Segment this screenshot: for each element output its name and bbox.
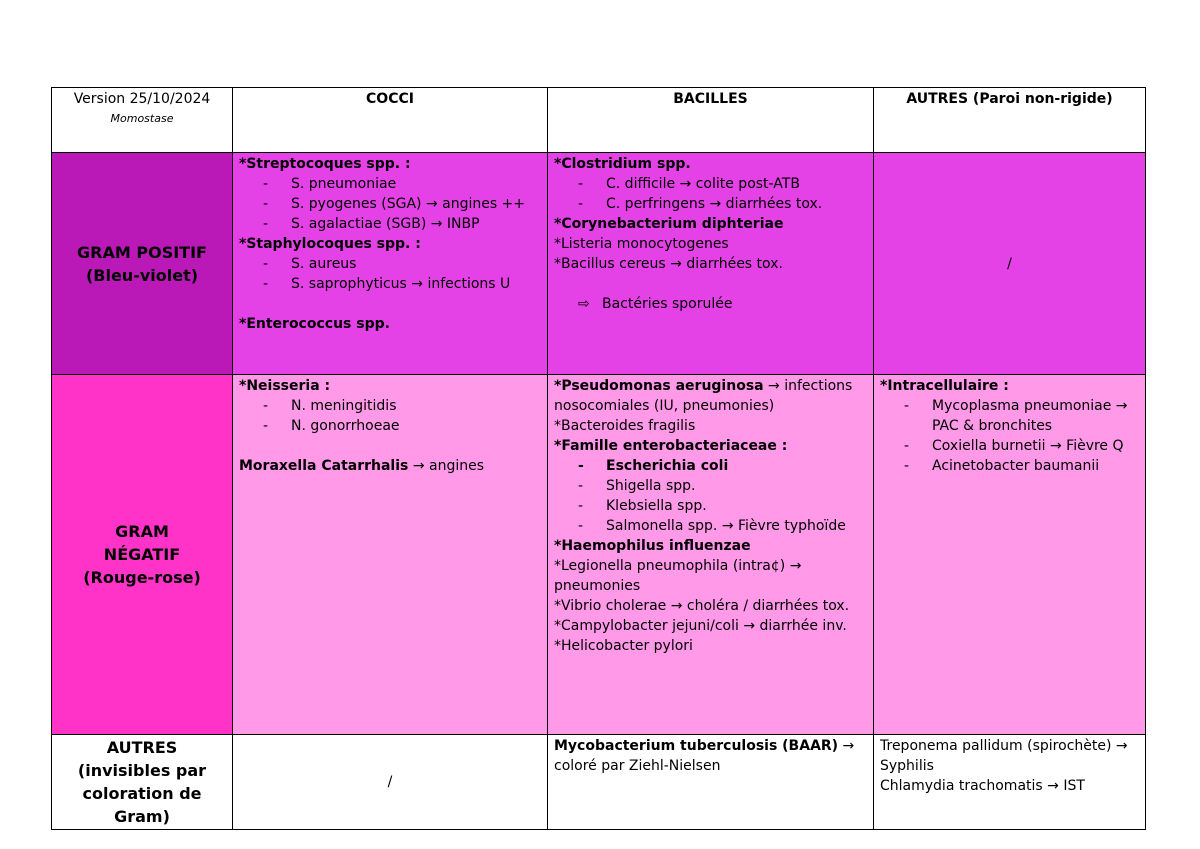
enterococcus-title: *Enterococcus spp. (239, 316, 390, 332)
arrow-icon: ⇨ (578, 296, 590, 312)
corynebacterium-line: *Corynebacterium diphteriae (554, 216, 784, 232)
bacteria-classification-table (51, 87, 1146, 830)
gram-positif-bacilles (548, 153, 874, 375)
streptocoques-title: *Streptocoques spp. : (239, 156, 411, 172)
gram-negatif-bacilles (548, 375, 874, 735)
intracellulaire-title: *Intracellulaire : (880, 378, 1009, 394)
treponema-line: Treponema pallidum (spirochète) → Syphilis (880, 738, 1128, 774)
streptocoques-list (239, 174, 541, 234)
version-cell (52, 88, 233, 153)
moraxella-line: Moraxella Catarrhalis → angines (239, 458, 485, 474)
enterobacteriaceae-list (554, 456, 867, 536)
list-item: - N. meningitidis (239, 396, 541, 416)
clostridium-list (554, 174, 867, 214)
gram-positif-label: GRAM POSITIF (Bleu-violet) (52, 153, 233, 375)
list-item: - S. pneumoniae (239, 174, 541, 194)
list-item: - S. saprophyticus → infections U (239, 274, 541, 294)
author-text: Momostase (110, 112, 174, 125)
col-header-cocci: COCCI (233, 88, 548, 153)
list-item: - N. gonorrhoeae (239, 416, 541, 436)
list-item: - Escherichia coli (554, 456, 867, 476)
autres-row (52, 735, 1146, 830)
neisseria-list (239, 396, 541, 436)
gram-negatif-autres (874, 375, 1146, 735)
version-text: Version 25/10/2024 (73, 91, 211, 107)
gram-negatif-label: GRAM NÉGATIF (Rouge-rose) (52, 375, 233, 735)
header-row (52, 88, 1146, 153)
list-item: - S. pyogenes (SGA) → angines ++ (239, 194, 541, 214)
chlamydia-line: Chlamydia trachomatis → IST (880, 778, 1085, 794)
neisseria-title: *Neisseria : (239, 378, 331, 394)
list-item: - Acinetobacter baumanii (880, 456, 1139, 476)
enterobacteriaceae-title: *Famille enterobacteriaceae : (554, 438, 788, 454)
pseudomonas-line: *Pseudomonas aeruginosa → infections nosocomiales (IU, pneumonies) (554, 378, 853, 414)
listeria-line: *Listeria monocytogenes (554, 236, 729, 252)
staphylocoques-title: *Staphylocoques spp. : (239, 236, 421, 252)
gram-positif-cocci (233, 153, 548, 375)
autres-bacilles: Mycobacterium tuberculosis (BAAR) → coloré par Ziehl-Nielsen (548, 735, 874, 830)
gram-positif-autres: / (874, 153, 1146, 375)
campylobacter-line: *Campylobacter jejuni/coli → diarrhée inv. (554, 618, 847, 634)
clostridium-title: *Clostridium spp. (554, 156, 691, 172)
haemophilus-line: *Haemophilus influenzae (554, 538, 751, 554)
list-item: - Klebsiella spp. (554, 496, 867, 516)
intracellulaire-list (880, 396, 1139, 476)
autres-autres (874, 735, 1146, 830)
autres-cocci: / (233, 735, 548, 830)
sporulee-note: ⇨ Bactéries sporulée (578, 296, 733, 312)
helicobacter-line: *Helicobacter pylori (554, 638, 693, 654)
col-header-autres: AUTRES (Paroi non-rigide) (874, 88, 1146, 153)
list-item: - Shigella spp. (554, 476, 867, 496)
gram-negatif-cocci (233, 375, 548, 735)
col-header-bacilles: BACILLES (548, 88, 874, 153)
vibrio-line: *Vibrio cholerae → choléra / diarrhées tox. (554, 598, 850, 614)
list-item: - Salmonella spp. → Fièvre typhoïde (554, 516, 867, 536)
list-item: - S. agalactiae (SGB) → INBP (239, 214, 541, 234)
list-item: - C. perfringens → diarrhées tox. (554, 194, 867, 214)
gram-negatif-row (52, 375, 1146, 735)
gram-positif-row (52, 153, 1146, 375)
staphylocoques-list (239, 254, 541, 294)
autres-label: AUTRES (invisibles par coloration de Gram) (52, 735, 233, 830)
list-item: - Mycoplasma pneumoniae → PAC & bronchites (880, 396, 1139, 436)
legionella-line: *Legionella pneumophila (intra¢) → pneumonies (554, 558, 802, 594)
bacillus-line: *Bacillus cereus → diarrhées tox. (554, 256, 783, 272)
list-item: - C. difficile → colite post-ATB (554, 174, 867, 194)
list-item: - Coxiella burnetii → Fièvre Q (880, 436, 1139, 456)
bacteroides-line: *Bacteroides fragilis (554, 418, 696, 434)
list-item: - S. aureus (239, 254, 541, 274)
